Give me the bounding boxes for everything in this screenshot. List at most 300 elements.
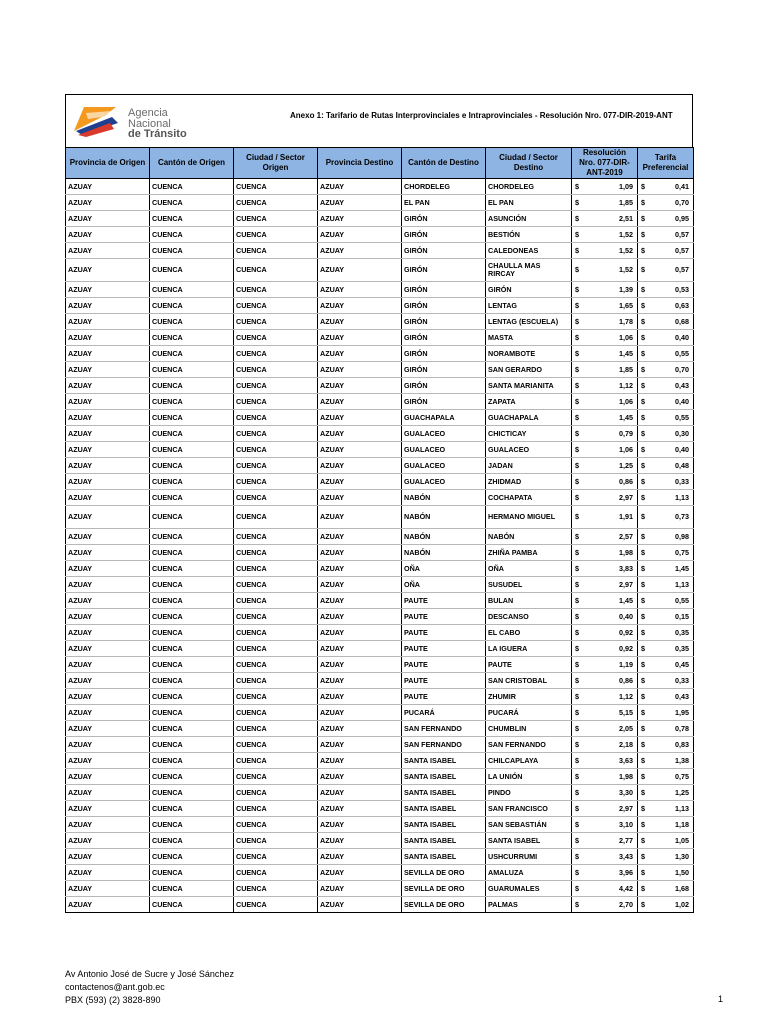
cell-canton-origen: CUENCA — [150, 458, 234, 474]
currency-symbol: $ — [575, 428, 579, 438]
cell-ciudad-origen: CUENCA — [234, 474, 318, 490]
cell-ciudad-origen: CUENCA — [234, 737, 318, 753]
cell-provincia-origen: AZUAY — [66, 458, 150, 474]
cell-canton-destino: GIRÓN — [402, 394, 486, 410]
cell-resolucion — [572, 833, 638, 849]
cell-canton-destino: OÑA — [402, 577, 486, 593]
cell-ciudad-destino: CHICTICAY — [486, 426, 572, 442]
cell-provincia-origen: AZUAY — [66, 593, 150, 609]
cell-canton-destino: GIRÓN — [402, 330, 486, 346]
footer-address: Av Antonio José de Sucre y José Sánchez — [65, 969, 234, 979]
cell-ciudad-destino: PALMAS — [486, 897, 572, 913]
cell-resolucion — [572, 211, 638, 227]
cell-provincia-destino: AZUAY — [318, 657, 402, 673]
cell-canton-origen: CUENCA — [150, 881, 234, 897]
table-row — [66, 282, 694, 298]
footer-email: contactenos@ant.gob.ec — [65, 982, 165, 992]
cell-tarifa — [638, 394, 694, 410]
currency-symbol: $ — [575, 181, 579, 191]
cell-provincia-destino: AZUAY — [318, 330, 402, 346]
cell-tarifa — [638, 426, 694, 442]
currency-symbol: $ — [575, 348, 579, 358]
currency-symbol: $ — [641, 348, 645, 358]
cell-provincia-destino: AZUAY — [318, 362, 402, 378]
cell-ciudad-destino: ZHUMIR — [486, 689, 572, 705]
table-row — [66, 721, 694, 737]
currency-symbol: $ — [575, 851, 579, 861]
currency-symbol: $ — [575, 412, 579, 422]
cell-canton-origen: CUENCA — [150, 243, 234, 259]
amount: 0,92 — [619, 627, 633, 637]
cell-provincia-origen: AZUAY — [66, 897, 150, 913]
cell-canton-origen: CUENCA — [150, 394, 234, 410]
cell-canton-origen: CUENCA — [150, 259, 234, 282]
page-number: 1 — [718, 994, 724, 1004]
currency-symbol: $ — [575, 531, 579, 541]
cell-canton-destino: GIRÓN — [402, 346, 486, 362]
cell-tarifa — [638, 881, 694, 897]
currency-symbol: $ — [575, 300, 579, 310]
currency-symbol: $ — [641, 899, 645, 909]
cell-ciudad-origen: CUENCA — [234, 545, 318, 561]
cell-canton-origen: CUENCA — [150, 195, 234, 211]
cell-canton-destino: SANTA ISABEL — [402, 849, 486, 865]
table-row — [66, 330, 694, 346]
cell-provincia-destino: AZUAY — [318, 705, 402, 721]
cell-provincia-destino: AZUAY — [318, 593, 402, 609]
cell-tarifa — [638, 474, 694, 490]
cell-canton-origen: CUENCA — [150, 609, 234, 625]
cell-resolucion — [572, 314, 638, 330]
cell-provincia-origen: AZUAY — [66, 577, 150, 593]
currency-symbol: $ — [641, 835, 645, 845]
table-row — [66, 641, 694, 657]
currency-symbol: $ — [641, 229, 645, 239]
currency-symbol: $ — [641, 364, 645, 374]
cell-resolucion — [572, 410, 638, 426]
cell-provincia-origen: AZUAY — [66, 721, 150, 737]
cell-provincia-destino: AZUAY — [318, 346, 402, 362]
cell-canton-origen: CUENCA — [150, 410, 234, 426]
amount: 0,55 — [675, 595, 689, 605]
cell-provincia-origen: AZUAY — [66, 641, 150, 657]
amount: 1,09 — [619, 181, 633, 191]
cell-provincia-destino: AZUAY — [318, 769, 402, 785]
cell-resolucion — [572, 227, 638, 243]
cell-ciudad-origen: CUENCA — [234, 897, 318, 913]
cell-ciudad-origen: CUENCA — [234, 641, 318, 657]
cell-canton-destino: GIRÓN — [402, 243, 486, 259]
footer-phone: PBX (593) (2) 3828-890 — [65, 995, 161, 1005]
cell-provincia-origen: AZUAY — [66, 609, 150, 625]
currency-symbol: $ — [575, 819, 579, 829]
cell-provincia-destino: AZUAY — [318, 490, 402, 506]
amount: 1,98 — [619, 547, 633, 557]
amount: 2,70 — [619, 899, 633, 909]
cell-tarifa — [638, 849, 694, 865]
cell-resolucion — [572, 330, 638, 346]
currency-symbol: $ — [641, 579, 645, 589]
table-row — [66, 362, 694, 378]
amount: 1,85 — [619, 364, 633, 374]
cell-provincia-origen: AZUAY — [66, 282, 150, 298]
cell-provincia-origen: AZUAY — [66, 705, 150, 721]
amount: 3,43 — [619, 851, 633, 861]
currency-symbol: $ — [641, 675, 645, 685]
cell-resolucion — [572, 753, 638, 769]
amount: 2,57 — [619, 531, 633, 541]
currency-symbol: $ — [641, 181, 645, 191]
currency-symbol: $ — [575, 396, 579, 406]
cell-provincia-origen: AZUAY — [66, 227, 150, 243]
cell-resolucion — [572, 609, 638, 625]
cell-provincia-destino: AZUAY — [318, 561, 402, 577]
amount: 1,06 — [619, 396, 633, 406]
cell-provincia-origen: AZUAY — [66, 849, 150, 865]
table-row — [66, 753, 694, 769]
table-row — [66, 394, 694, 410]
cell-ciudad-origen: CUENCA — [234, 849, 318, 865]
amount: 0,79 — [619, 428, 633, 438]
amount: 0,75 — [675, 547, 689, 557]
table-row — [66, 195, 694, 211]
cell-canton-destino: EL PAN — [402, 195, 486, 211]
cell-tarifa — [638, 769, 694, 785]
cell-ciudad-destino: NORAMBOTE — [486, 346, 572, 362]
cell-canton-destino: SAN FERNANDO — [402, 721, 486, 737]
cell-provincia-destino: AZUAY — [318, 625, 402, 641]
table-row — [66, 314, 694, 330]
table-row — [66, 529, 694, 545]
col-ciudad-origen: Ciudad / Sector Origen — [234, 148, 318, 179]
tariff-table — [65, 147, 694, 913]
amount: 1,85 — [619, 197, 633, 207]
table-row — [66, 545, 694, 561]
cell-resolucion — [572, 625, 638, 641]
cell-resolucion — [572, 737, 638, 753]
ant-logo-icon — [72, 101, 120, 137]
cell-ciudad-destino: JADAN — [486, 458, 572, 474]
cell-canton-destino: PAUTE — [402, 641, 486, 657]
logo-line-1: Agencia — [128, 107, 168, 119]
cell-ciudad-origen: CUENCA — [234, 593, 318, 609]
currency-symbol: $ — [575, 707, 579, 717]
table-row — [66, 474, 694, 490]
amount: 0,33 — [675, 675, 689, 685]
currency-symbol: $ — [641, 412, 645, 422]
amount: 1,13 — [675, 492, 689, 502]
currency-symbol: $ — [575, 883, 579, 893]
amount: 1,30 — [675, 851, 689, 861]
cell-canton-origen: CUENCA — [150, 801, 234, 817]
cell-ciudad-origen: CUENCA — [234, 314, 318, 330]
amount: 3,30 — [619, 787, 633, 797]
cell-provincia-origen: AZUAY — [66, 474, 150, 490]
amount: 2,18 — [619, 739, 633, 749]
cell-ciudad-origen: CUENCA — [234, 801, 318, 817]
currency-symbol: $ — [641, 563, 645, 573]
cell-ciudad-origen: CUENCA — [234, 227, 318, 243]
cell-ciudad-origen: CUENCA — [234, 490, 318, 506]
cell-ciudad-destino: ZHIDMAD — [486, 474, 572, 490]
table-row — [66, 593, 694, 609]
cell-resolucion — [572, 721, 638, 737]
cell-tarifa — [638, 195, 694, 211]
amount: 0,33 — [675, 476, 689, 486]
currency-symbol: $ — [641, 300, 645, 310]
cell-tarifa — [638, 330, 694, 346]
cell-canton-origen: CUENCA — [150, 426, 234, 442]
table-row — [66, 458, 694, 474]
cell-ciudad-origen: CUENCA — [234, 442, 318, 458]
currency-symbol: $ — [575, 512, 579, 521]
cell-canton-origen: CUENCA — [150, 705, 234, 721]
cell-canton-destino: SEVILLA DE ORO — [402, 865, 486, 881]
cell-canton-origen: CUENCA — [150, 833, 234, 849]
currency-symbol: $ — [641, 803, 645, 813]
cell-ciudad-destino: NABÓN — [486, 529, 572, 545]
cell-ciudad-origen: CUENCA — [234, 179, 318, 195]
amount: 0,35 — [675, 627, 689, 637]
currency-symbol: $ — [575, 460, 579, 470]
cell-ciudad-destino: LENTAG (ESCUELA) — [486, 314, 572, 330]
cell-ciudad-destino: SANTA ISABEL — [486, 833, 572, 849]
table-row — [66, 801, 694, 817]
cell-canton-destino: SANTA ISABEL — [402, 785, 486, 801]
document-header — [65, 94, 693, 147]
table-row — [66, 881, 694, 897]
cell-ciudad-destino: CHORDELEG — [486, 179, 572, 195]
cell-provincia-destino: AZUAY — [318, 609, 402, 625]
cell-canton-destino: PAUTE — [402, 689, 486, 705]
cell-ciudad-destino: SAN CRISTOBAL — [486, 673, 572, 689]
cell-tarifa — [638, 211, 694, 227]
cell-canton-origen: CUENCA — [150, 314, 234, 330]
cell-canton-destino: OÑA — [402, 561, 486, 577]
currency-symbol: $ — [575, 316, 579, 326]
currency-symbol: $ — [575, 627, 579, 637]
cell-ciudad-destino: GUARUMALES — [486, 881, 572, 897]
cell-provincia-destino: AZUAY — [318, 801, 402, 817]
cell-canton-destino: SANTA ISABEL — [402, 753, 486, 769]
amount: 0,57 — [675, 265, 689, 274]
cell-tarifa — [638, 593, 694, 609]
currency-symbol: $ — [575, 899, 579, 909]
cell-provincia-origen: AZUAY — [66, 625, 150, 641]
cell-tarifa — [638, 243, 694, 259]
currency-symbol: $ — [641, 851, 645, 861]
ant-logo — [72, 101, 222, 141]
table-row — [66, 259, 694, 282]
cell-ciudad-destino: GUACHAPALA — [486, 410, 572, 426]
amount: 0,75 — [675, 771, 689, 781]
cell-canton-origen: CUENCA — [150, 721, 234, 737]
cell-ciudad-destino: SAN SEBASTIÁN — [486, 817, 572, 833]
cell-provincia-destino: AZUAY — [318, 259, 402, 282]
currency-symbol: $ — [641, 627, 645, 637]
table-row — [66, 689, 694, 705]
amount: 1,38 — [675, 755, 689, 765]
cell-ciudad-destino: ZAPATA — [486, 394, 572, 410]
cell-ciudad-origen: CUENCA — [234, 298, 318, 314]
table-row — [66, 657, 694, 673]
cell-tarifa — [638, 673, 694, 689]
cell-ciudad-origen: CUENCA — [234, 817, 318, 833]
amount: 0,53 — [675, 284, 689, 294]
cell-tarifa — [638, 227, 694, 243]
cell-ciudad-origen: CUENCA — [234, 330, 318, 346]
cell-provincia-origen: AZUAY — [66, 737, 150, 753]
currency-symbol: $ — [575, 579, 579, 589]
cell-ciudad-origen: CUENCA — [234, 282, 318, 298]
cell-tarifa — [638, 721, 694, 737]
cell-provincia-origen: AZUAY — [66, 545, 150, 561]
currency-symbol: $ — [641, 611, 645, 621]
table-row — [66, 817, 694, 833]
cell-provincia-destino: AZUAY — [318, 298, 402, 314]
currency-symbol: $ — [641, 755, 645, 765]
amount: 1,19 — [619, 659, 633, 669]
currency-symbol: $ — [641, 643, 645, 653]
cell-provincia-origen: AZUAY — [66, 243, 150, 259]
amount: 1,39 — [619, 284, 633, 294]
cell-provincia-destino: AZUAY — [318, 721, 402, 737]
amount: 1,13 — [675, 579, 689, 589]
cell-provincia-origen: AZUAY — [66, 529, 150, 545]
table-row — [66, 625, 694, 641]
currency-symbol: $ — [641, 883, 645, 893]
amount: 2,77 — [619, 835, 633, 845]
cell-provincia-destino: AZUAY — [318, 545, 402, 561]
cell-provincia-origen: AZUAY — [66, 346, 150, 362]
cell-canton-origen: CUENCA — [150, 593, 234, 609]
cell-canton-destino: SEVILLA DE ORO — [402, 881, 486, 897]
cell-canton-origen: CUENCA — [150, 785, 234, 801]
table-row — [66, 378, 694, 394]
cell-canton-origen: CUENCA — [150, 817, 234, 833]
cell-canton-origen: CUENCA — [150, 506, 234, 529]
cell-ciudad-origen: CUENCA — [234, 346, 318, 362]
cell-tarifa — [638, 314, 694, 330]
cell-ciudad-destino: EL CABO — [486, 625, 572, 641]
cell-canton-origen: CUENCA — [150, 362, 234, 378]
currency-symbol: $ — [575, 659, 579, 669]
table-row — [66, 211, 694, 227]
cell-ciudad-origen: CUENCA — [234, 833, 318, 849]
cell-canton-origen: CUENCA — [150, 673, 234, 689]
cell-provincia-destino: AZUAY — [318, 506, 402, 529]
currency-symbol: $ — [575, 563, 579, 573]
cell-provincia-origen: AZUAY — [66, 378, 150, 394]
amount: 0,48 — [675, 460, 689, 470]
currency-symbol: $ — [575, 197, 579, 207]
cell-ciudad-destino: SAN GERARDO — [486, 362, 572, 378]
cell-provincia-origen: AZUAY — [66, 410, 150, 426]
table-row — [66, 298, 694, 314]
amount: 1,25 — [675, 787, 689, 797]
cell-provincia-origen: AZUAY — [66, 314, 150, 330]
cell-canton-destino: SANTA ISABEL — [402, 801, 486, 817]
cell-provincia-destino: AZUAY — [318, 314, 402, 330]
amount: 0,43 — [675, 380, 689, 390]
cell-resolucion — [572, 801, 638, 817]
cell-resolucion — [572, 865, 638, 881]
cell-resolucion — [572, 179, 638, 195]
currency-symbol: $ — [641, 460, 645, 470]
cell-ciudad-destino: PAUTE — [486, 657, 572, 673]
cell-resolucion — [572, 881, 638, 897]
cell-canton-destino: GIRÓN — [402, 314, 486, 330]
cell-provincia-destino: AZUAY — [318, 817, 402, 833]
currency-symbol: $ — [575, 755, 579, 765]
cell-provincia-destino: AZUAY — [318, 394, 402, 410]
cell-provincia-origen: AZUAY — [66, 785, 150, 801]
cell-resolucion — [572, 298, 638, 314]
cell-ciudad-origen: CUENCA — [234, 362, 318, 378]
cell-provincia-origen: AZUAY — [66, 506, 150, 529]
cell-canton-destino: GUALACEO — [402, 426, 486, 442]
table-row — [66, 426, 694, 442]
amount: 0,40 — [675, 444, 689, 454]
currency-symbol: $ — [575, 803, 579, 813]
cell-ciudad-destino: SAN FERNANDO — [486, 737, 572, 753]
cell-tarifa — [638, 282, 694, 298]
amount: 1,95 — [675, 707, 689, 717]
cell-ciudad-origen: CUENCA — [234, 689, 318, 705]
table-row — [66, 865, 694, 881]
currency-symbol: $ — [641, 380, 645, 390]
amount: 1,98 — [619, 771, 633, 781]
cell-canton-destino: CHORDELEG — [402, 179, 486, 195]
col-resolucion: Resolución Nro. 077-DIR-ANT-2019 — [572, 148, 638, 179]
cell-provincia-destino: AZUAY — [318, 179, 402, 195]
amount: 0,41 — [675, 181, 689, 191]
cell-provincia-origen: AZUAY — [66, 259, 150, 282]
cell-provincia-origen: AZUAY — [66, 769, 150, 785]
cell-canton-destino: GUALACEO — [402, 458, 486, 474]
amount: 0,78 — [675, 723, 689, 733]
amount: 0,45 — [675, 659, 689, 669]
col-ciudad-destino: Ciudad / Sector Destino — [486, 148, 572, 179]
cell-ciudad-origen: CUENCA — [234, 410, 318, 426]
cell-tarifa — [638, 785, 694, 801]
cell-canton-origen: CUENCA — [150, 330, 234, 346]
cell-canton-origen: CUENCA — [150, 490, 234, 506]
amount: 3,96 — [619, 867, 633, 877]
cell-canton-destino: GIRÓN — [402, 378, 486, 394]
cell-canton-destino: NABÓN — [402, 490, 486, 506]
cell-provincia-origen: AZUAY — [66, 442, 150, 458]
cell-resolucion — [572, 195, 638, 211]
cell-canton-destino: PAUTE — [402, 673, 486, 689]
cell-resolucion — [572, 561, 638, 577]
cell-ciudad-origen: CUENCA — [234, 394, 318, 410]
cell-provincia-destino: AZUAY — [318, 641, 402, 657]
cell-canton-destino: GIRÓN — [402, 227, 486, 243]
cell-tarifa — [638, 737, 694, 753]
cell-provincia-origen: AZUAY — [66, 657, 150, 673]
cell-canton-origen: CUENCA — [150, 657, 234, 673]
cell-tarifa — [638, 705, 694, 721]
amount: 1,52 — [619, 229, 633, 239]
table-row — [66, 346, 694, 362]
cell-resolucion — [572, 474, 638, 490]
currency-symbol: $ — [641, 476, 645, 486]
col-canton-destino: Cantón de Destino — [402, 148, 486, 179]
amount: 2,97 — [619, 803, 633, 813]
tariff-sheet — [65, 94, 693, 913]
table-row — [66, 769, 694, 785]
